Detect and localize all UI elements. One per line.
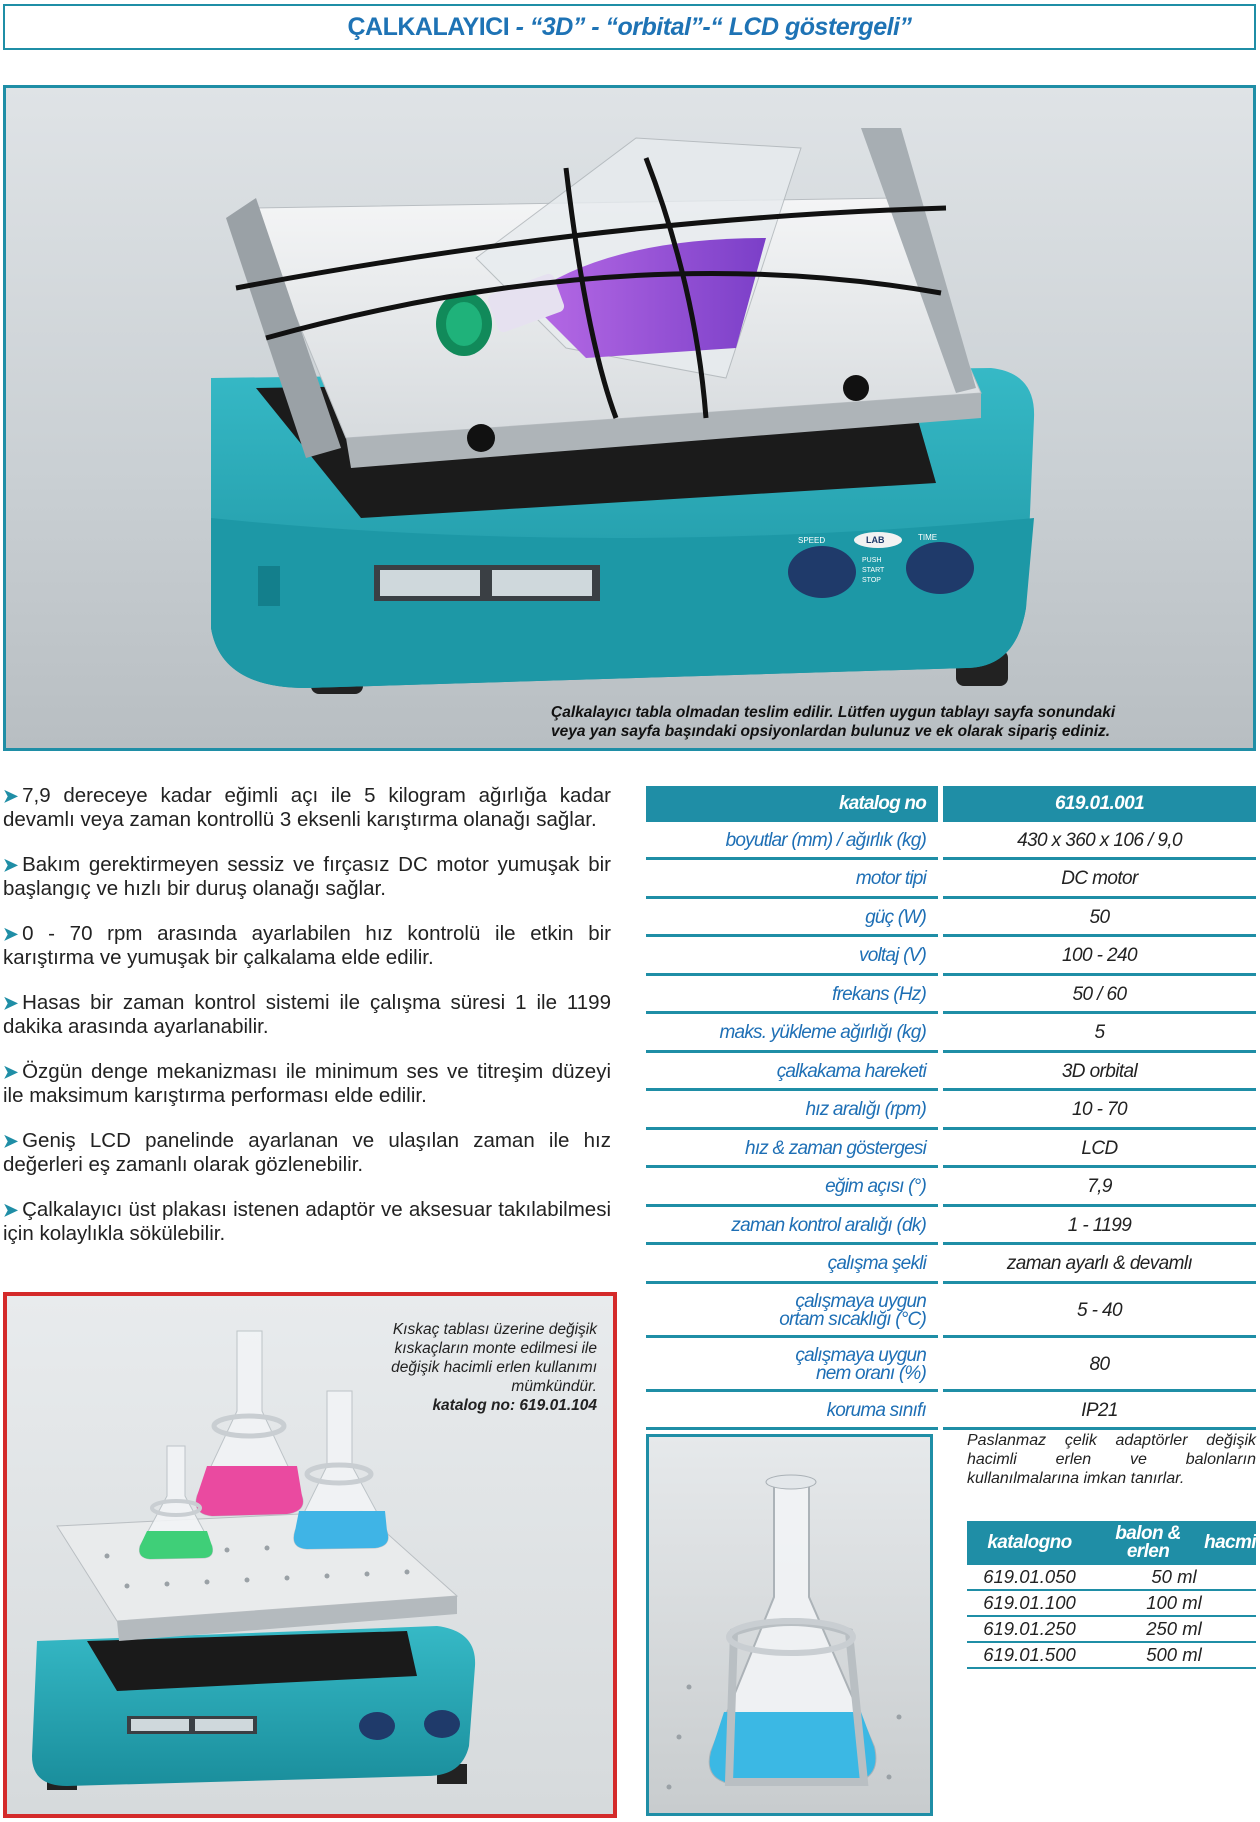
spec-row: çalışma şekli zaman ayarlı & devamlı	[646, 1248, 1256, 1284]
feature-list	[3, 784, 611, 1267]
flask-adapter-photo	[646, 1434, 933, 1816]
title-box	[3, 4, 1256, 50]
spec-row: maks. yükleme ağırlığı (kg) 5	[646, 1017, 1256, 1053]
hero-caption-line2: veya yan sayfa başındaki opsiyonlardan bulunuz ve ek olarak sipariş ediniz.	[551, 723, 1111, 740]
adapter-table-row: 619.01.050 50 ml	[967, 1565, 1256, 1591]
feature-item: ➤ Hasas bir zaman kontrol sistemi ile çalışma süresi 1 ile 1199 dakika arasında ayarlanabilir.	[3, 991, 611, 1038]
feature-item: ➤ 0 - 70 rpm arasında ayarlabilen hız kontrolü ile etkin bir karıştırma ve yumuşak bir çalkalama elde edilir.	[3, 922, 611, 969]
arrow-icon: ➤	[3, 786, 19, 806]
spec-header-row	[646, 786, 1256, 822]
arrow-icon: ➤	[3, 1131, 19, 1151]
arrow-icon: ➤	[3, 1200, 19, 1220]
flask-illustration	[649, 1437, 930, 1813]
clamp-table-photo	[3, 1292, 617, 1818]
clamp-caption: Kıskaç tablası üzerine değişik kıskaçların monte edilmesi ile değişik hacimli erlen kullanımı mümkündür. katalog no: 619.01.104	[337, 1320, 597, 1415]
feature-item: ➤ Çalkalayıcı üst plakası istenen adaptör ve aksesuar takılabilmesi için kolaylıkla sökülebilir.	[3, 1198, 611, 1245]
stop-label: STOP	[862, 577, 881, 584]
brand-logo: LAB	[866, 535, 885, 545]
adapter-table-row: 619.01.500 500 ml	[967, 1643, 1256, 1669]
clamp-catalog-no: katalog no: 619.01.104	[432, 1397, 597, 1414]
feature-item: ➤ Özgün denge mekanizması ile minimum ses ve titreşim düzeyi ile maksimum karıştırma performası elde edilir.	[3, 1060, 611, 1107]
spec-row: motor tipi DC motor	[646, 863, 1256, 899]
spec-row: koruma sınıfı IP21	[646, 1395, 1256, 1431]
hero-product-photo	[3, 85, 1256, 751]
spec-header-value: 619.01.001	[943, 786, 1256, 822]
title-main: ÇALKALAYICI	[347, 12, 510, 41]
hero-caption-line1: Çalkalayıcı tabla olmadan teslim edilir. Lütfen uygun tablayı sayfa sonundaki	[551, 704, 1116, 721]
shaker-illustration	[6, 88, 1253, 748]
feature-item: ➤ Bakım gerektirmeyen sessiz ve fırçasız DC motor yumuşak bir başlangıç ve hızlı bir duruş olanağı sağlar.	[3, 853, 611, 900]
spec-row: eğim açısı (°) 7,9	[646, 1171, 1256, 1207]
arrow-icon: ➤	[3, 855, 19, 875]
hero-caption	[551, 703, 1241, 741]
speed-label: SPEED	[798, 536, 826, 545]
spec-row: zaman kontrol aralığı (dk) 1 - 1199	[646, 1210, 1256, 1246]
feature-item: ➤ 7,9 dereceye kadar eğimli açı ile 5 kilogram ağırlığa kadar devamlı veya zaman kontrollü 3 eksenli karıştırma olanağı sağlar.	[3, 784, 611, 831]
arrow-icon: ➤	[3, 993, 19, 1013]
spec-row: frekans (Hz) 50 / 60	[646, 979, 1256, 1015]
spec-row: boyutlar (mm) / ağırlık (kg) 430 x 360 x 106 / 9,0	[646, 825, 1256, 861]
time-label: TIME	[918, 533, 938, 542]
title-subtitle: - “3D” - “orbital”-“ LCD göstergeli”	[509, 12, 912, 41]
spec-header-label: katalog no	[646, 786, 938, 822]
spec-row: çalkakama hareketi 3D orbital	[646, 1056, 1256, 1092]
start-label: START	[862, 567, 885, 574]
arrow-icon: ➤	[3, 924, 19, 944]
adapter-table-header: katalog no balon & erlen hacmi	[967, 1521, 1256, 1565]
spec-row: hız aralığı (rpm) 10 - 70	[646, 1094, 1256, 1130]
spec-row: çalışmaya uygun ortam sıcaklığı (°C) 5 - 40	[646, 1287, 1256, 1338]
spec-row: güç (W) 50	[646, 902, 1256, 938]
push-label: PUSH	[862, 557, 882, 564]
adapter-table-row: 619.01.100 100 ml	[967, 1591, 1256, 1617]
spec-row: hız & zaman göstergesi LCD	[646, 1133, 1256, 1169]
feature-item: ➤ Geniş LCD panelinde ayarlanan ve ulaşılan zaman ile hız değerleri eş zamanlı olarak gözlenebilir.	[3, 1129, 611, 1176]
spec-table	[646, 786, 1256, 1433]
spec-row: çalışmaya uygun nem oranı (%) 80	[646, 1341, 1256, 1392]
page-title	[348, 13, 912, 42]
arrow-icon: ➤	[3, 1062, 19, 1082]
spec-row: voltaj (V) 100 - 240	[646, 940, 1256, 976]
adapter-table	[967, 1521, 1256, 1669]
adapter-caption: Paslanmaz çelik adaptörler değişik hacimli erlen ve balonların kullanılmalarına imkan tanırlar.	[967, 1432, 1256, 1487]
adapter-table-row: 619.01.250 250 ml	[967, 1617, 1256, 1643]
